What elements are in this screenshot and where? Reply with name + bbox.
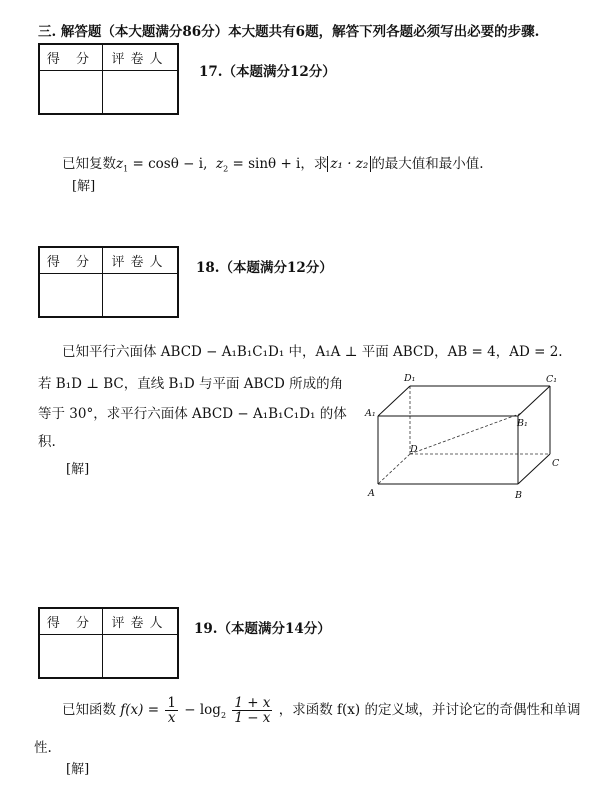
z2-rhs: = sinθ + i <box>228 156 301 172</box>
fraction-numerator: 1 + x <box>234 695 271 711</box>
grader-label: 评卷人 <box>103 608 179 635</box>
edge-DA <box>378 454 410 484</box>
question-19-text <box>62 696 580 725</box>
grader-label: 评卷人 <box>103 44 179 71</box>
fraction-denominator: 1 − x <box>234 710 271 727</box>
vertex-label-D: D <box>410 444 418 455</box>
edge-B1C1 <box>518 386 550 416</box>
edge-BC <box>518 454 550 484</box>
question-17-text <box>62 152 484 174</box>
section-header: 三. 解答题（本大题满分86分）本大题共有6题，解答下列各题必须写出必要的步骤. <box>38 24 540 40</box>
question-17-title: 17.（本题满分12分） <box>199 64 336 80</box>
z2-sub: 2 <box>223 164 229 174</box>
z1-rhs: = cosθ − i, <box>128 156 208 172</box>
question-18-line-4: 积. <box>38 434 56 450</box>
grader-cell[interactable] <box>103 274 179 318</box>
function-name: f(x) = <box>120 702 160 719</box>
fraction-log-argument <box>232 696 272 725</box>
minus-log: − log <box>184 702 221 719</box>
grader-label: 评卷人 <box>103 247 179 274</box>
vertex-label-B1: B₁ <box>517 418 528 429</box>
grader-cell[interactable] <box>103 635 179 679</box>
grader-cell[interactable] <box>103 71 179 115</box>
vertex-label-A1: A₁ <box>365 408 376 419</box>
solution-label-19: [解] <box>66 762 90 777</box>
z1-label: z <box>116 156 124 172</box>
vertex-label-A: A <box>368 488 375 499</box>
question-19-text-cont: 性. <box>34 740 52 756</box>
score-label: 得 分 <box>39 44 103 71</box>
score-cell[interactable] <box>39 274 103 318</box>
score-table-19 <box>38 607 179 679</box>
q19-ask: ，求函数 f(x) 的定义域，并讨论它的奇偶性和单调 <box>278 702 581 719</box>
score-table-17 <box>38 43 179 115</box>
score-cell[interactable] <box>39 635 103 679</box>
question-19-title: 19.（本题满分14分） <box>194 621 331 637</box>
question-18-title: 18.（本题满分12分） <box>196 260 333 276</box>
vertex-label-C: C <box>552 458 560 469</box>
z2-label: z <box>215 156 224 172</box>
score-cell[interactable] <box>39 71 103 115</box>
q19-prefix: 已知函数 <box>62 702 116 719</box>
question-18-line-2: 若 B₁D ⊥ BC，直线 B₁D 与平面 ABCD 所成的角 <box>38 376 344 392</box>
z1-sub: 1 <box>123 164 129 174</box>
vertex-label-B: B <box>515 490 522 501</box>
fraction-denominator: x <box>167 710 176 727</box>
fraction-1-over-x <box>165 696 178 725</box>
q17-prefix: 已知复数 <box>62 156 116 172</box>
q17-ask-prefix: ，求 <box>300 156 328 172</box>
score-label: 得 分 <box>39 608 103 635</box>
abs-expression: z₁ · z₂ <box>327 156 371 172</box>
vertex-label-C1: C₁ <box>546 374 558 385</box>
question-18-line-1: 已知平行六面体 ABCD − A₁B₁C₁D₁ 中，A₁A ⊥ 平面 ABCD，AB = 4，AD = 2. <box>62 344 563 360</box>
edge-A1D1 <box>378 386 410 416</box>
q17-ask-suffix: 的最大值和最小值. <box>371 156 484 172</box>
parallelepiped-figure <box>360 368 560 508</box>
log-base: 2 <box>220 710 227 720</box>
fraction-numerator: 1 <box>167 695 176 711</box>
diagonal-DB1 <box>410 413 522 454</box>
question-18-line-3: 等于 30°，求平行六面体 ABCD − A₁B₁C₁D₁ 的体 <box>38 406 347 422</box>
solution-label-17: [解] <box>72 179 96 194</box>
solution-label-18: [解] <box>66 462 90 477</box>
score-table-18 <box>38 246 179 318</box>
vertex-label-D1: D₁ <box>404 373 416 384</box>
score-label: 得 分 <box>39 247 103 274</box>
